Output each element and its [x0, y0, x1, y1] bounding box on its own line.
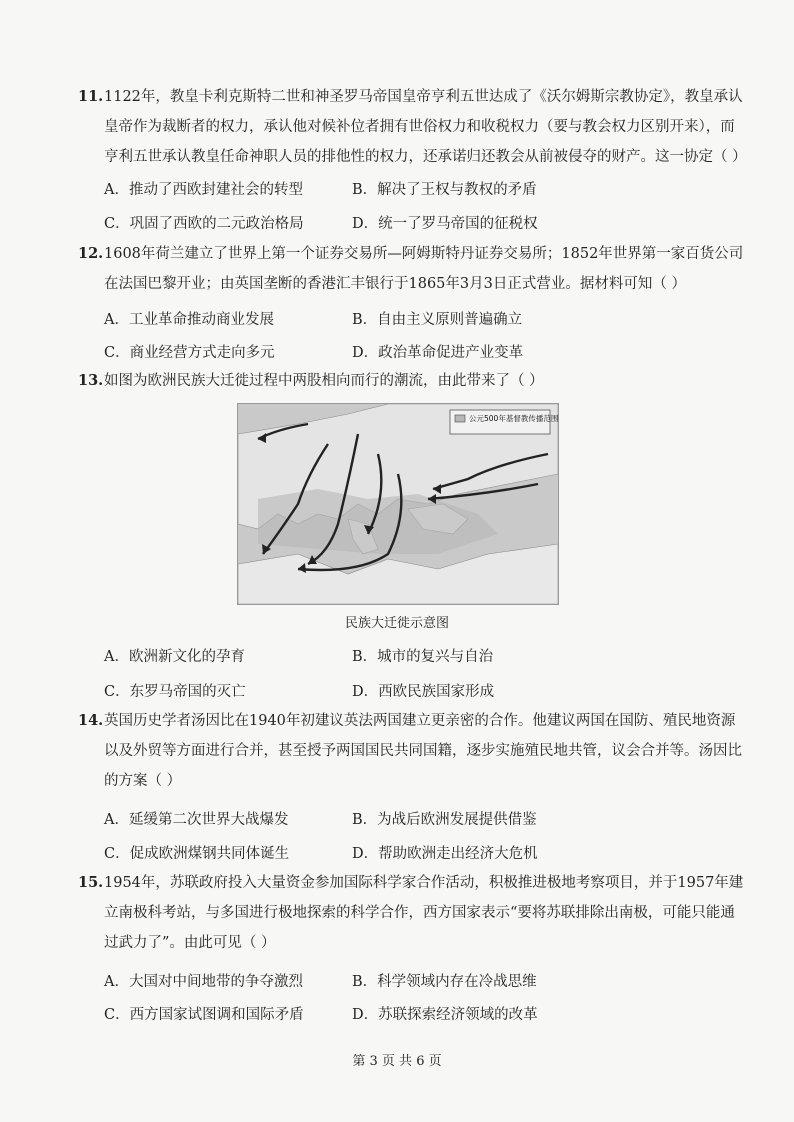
- option-a[interactable]: A．推动了西欧封建社会的转型: [104, 182, 303, 198]
- question-stem-line: 皇帝作为裁断者的权力，承认他对候补位者拥有世俗权力和收税权力（要与教会权力区别开来），而: [104, 119, 735, 135]
- option-b[interactable]: B．为战后欧洲发展提供借鉴: [352, 812, 537, 828]
- question-number: 15.: [78, 874, 104, 891]
- page-footer: 第 3 页 共 6 页: [352, 1054, 442, 1069]
- question-12: [78, 239, 744, 299]
- option-d[interactable]: D．帮助欧洲走出经济大危机: [352, 846, 538, 862]
- question-stem-line: 如图为欧洲民族大迁徙过程中两股相向而行的潮流，由此带来了（ ）: [104, 373, 544, 389]
- option-c[interactable]: C．促成欧洲煤钢共同体诞生: [104, 846, 290, 862]
- option-c[interactable]: C．西方国家试图调和国际矛盾: [104, 1007, 304, 1023]
- option-c[interactable]: C．东罗马帝国的灭亡: [104, 684, 246, 700]
- question-stem-line: 以及外贸等方面进行合并，甚至授予两国国民共同国籍，逐步实施殖民地共管，议会合并等。汤因比: [104, 743, 742, 759]
- option-d[interactable]: D．西欧民族国家形成: [352, 684, 495, 700]
- question-14: [78, 706, 742, 796]
- question-stem-line: 1122年，教皇卡利克斯特二世和神圣罗马帝国皇帝亨利五世达成了《沃尔姆斯宗教协定》，教皇承认: [104, 89, 743, 105]
- option-b[interactable]: B．城市的复兴与自治: [352, 649, 494, 665]
- option-b[interactable]: B．解决了王权与教权的矛盾: [352, 182, 537, 198]
- migration-map-graphic: [238, 404, 558, 604]
- question-number: 13.: [78, 372, 104, 389]
- question-stem-line: 过武力了”。由此可见（ ）: [104, 935, 276, 951]
- question-stem-line: 的方案（ ）: [104, 773, 182, 789]
- question-stem-line: 1954年，苏联政府投入大量资金参加国际科学家合作活动，积极推进极地考察项目，并于1957年建: [104, 875, 744, 891]
- question-stem-line: 1608年荷兰建立了世界上第一个证券交易所—阿姆斯特丹证券交易所；1852年世界第一家百货公司: [104, 246, 744, 262]
- option-c[interactable]: C．商业经营方式走向多元: [104, 345, 275, 361]
- option-d[interactable]: D．政治革命促进产业变革: [352, 345, 524, 361]
- option-d[interactable]: D．苏联探索经济领域的改革: [352, 1007, 538, 1023]
- option-d[interactable]: D．统一了罗马帝国的征税权: [352, 216, 538, 232]
- option-a[interactable]: A．大国对中间地带的争夺激烈: [104, 974, 303, 990]
- question-15: [78, 868, 744, 958]
- option-a[interactable]: A．延缓第二次世界大战爆发: [104, 812, 289, 828]
- question-11: [78, 82, 747, 172]
- option-b[interactable]: B．科学领域内存在冷战思维: [352, 974, 537, 990]
- option-a[interactable]: A．工业革命推动商业发展: [104, 312, 274, 328]
- question-13: [78, 366, 728, 396]
- question-number: 11.: [78, 88, 104, 105]
- option-c[interactable]: C．巩固了西欧的二元政治格局: [104, 216, 304, 232]
- question-number: 14.: [78, 712, 104, 729]
- option-b[interactable]: B．自由主义原则普遍确立: [352, 312, 523, 328]
- migration-map: [237, 403, 559, 605]
- question-stem-line: 英国历史学者汤因比在1940年初建议英法两国建立更亲密的合作。他建议两国在国防、殖民地资源: [104, 713, 736, 729]
- map-legend: 公元500年基督教传播范围: [469, 414, 558, 423]
- question-stem-line: 亨利五世承认教皇任命神职人员的排他性的权力，还承诺归还教会从前被侵夺的财产。这一协定（ ）: [104, 149, 747, 165]
- question-stem-line: 在法国巴黎开业；由英国垄断的香港汇丰银行于1865年3月3日正式营业。据材料可知（ ）: [104, 276, 686, 292]
- question-number: 12.: [78, 245, 104, 262]
- map-caption: 民族大迁徙示意图: [344, 616, 449, 631]
- question-stem-line: 立南极科考站，与多国进行极地探索的科学合作，西方国家表示“要将苏联排除出南极，可能只能通: [104, 905, 735, 921]
- option-a[interactable]: A．欧洲新文化的孕育: [104, 649, 245, 665]
